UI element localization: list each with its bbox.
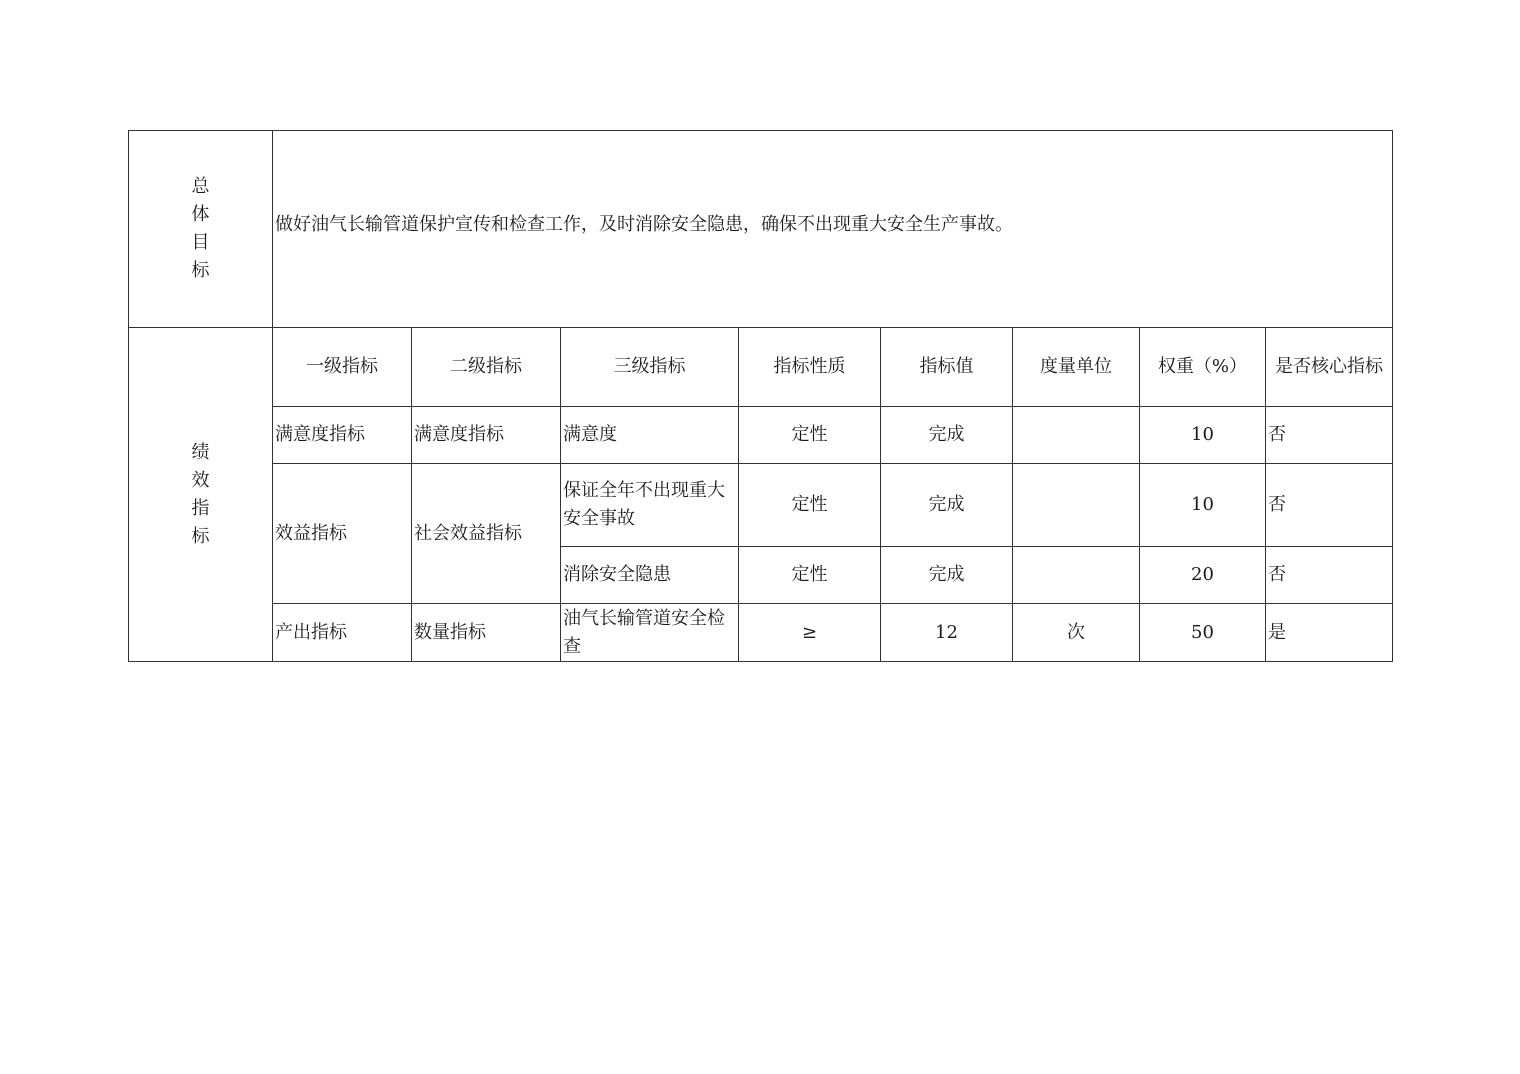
row-weight: 10 <box>1140 464 1266 547</box>
row-core: 否 <box>1266 547 1393 604</box>
row-value: 完成 <box>881 464 1013 547</box>
row-nature: ≥ <box>739 604 881 662</box>
row-level2: 满意度指标 <box>412 407 561 464</box>
header-unit: 度量单位 <box>1013 328 1140 407</box>
row-weight: 10 <box>1140 407 1266 464</box>
overall-goal-label: 总 体 目 标 <box>129 131 273 328</box>
row-weight: 20 <box>1140 547 1266 604</box>
header-nature: 指标性质 <box>739 328 881 407</box>
row-nature: 定性 <box>739 547 881 604</box>
overall-goal-text: 做好油气长输管道保护宣传和检查工作，及时消除安全隐患，确保不出现重大安全生产事故。 <box>273 131 1393 328</box>
row-value: 12 <box>881 604 1013 662</box>
row-level1: 效益指标 <box>273 464 412 604</box>
header-value: 指标值 <box>881 328 1013 407</box>
header-core: 是否核心指标 <box>1266 328 1393 407</box>
row-unit <box>1013 547 1140 604</box>
row-core: 是 <box>1266 604 1393 662</box>
row-unit <box>1013 407 1140 464</box>
row-level3: 满意度 <box>561 407 739 464</box>
row-nature: 定性 <box>739 464 881 547</box>
header-level2: 二级指标 <box>412 328 561 407</box>
row-level1: 满意度指标 <box>273 407 412 464</box>
row-core: 否 <box>1266 407 1393 464</box>
row-core: 否 <box>1266 464 1393 547</box>
row-level2: 社会效益指标 <box>412 464 561 604</box>
overall-goal-row <box>129 131 1393 328</box>
table-header-row <box>129 328 1393 407</box>
table-row <box>129 407 1393 464</box>
row-level1: 产出指标 <box>273 604 412 662</box>
header-weight: 权重（%） <box>1140 328 1266 407</box>
row-nature: 定性 <box>739 407 881 464</box>
row-level3: 油气长输管道安全检查 <box>561 604 739 662</box>
row-level3: 保证全年不出现重大安全事故 <box>561 464 739 547</box>
table-row <box>129 464 1393 547</box>
row-unit <box>1013 464 1140 547</box>
row-weight: 50 <box>1140 604 1266 662</box>
row-level3: 消除安全隐患 <box>561 547 739 604</box>
row-unit: 次 <box>1013 604 1140 662</box>
table-row <box>129 604 1393 662</box>
row-value: 完成 <box>881 407 1013 464</box>
performance-indicator-label: 绩 效 指 标 <box>129 328 273 662</box>
header-level3: 三级指标 <box>561 328 739 407</box>
row-value: 完成 <box>881 547 1013 604</box>
performance-goal-table <box>128 130 1393 662</box>
header-level1: 一级指标 <box>273 328 412 407</box>
row-level2: 数量指标 <box>412 604 561 662</box>
